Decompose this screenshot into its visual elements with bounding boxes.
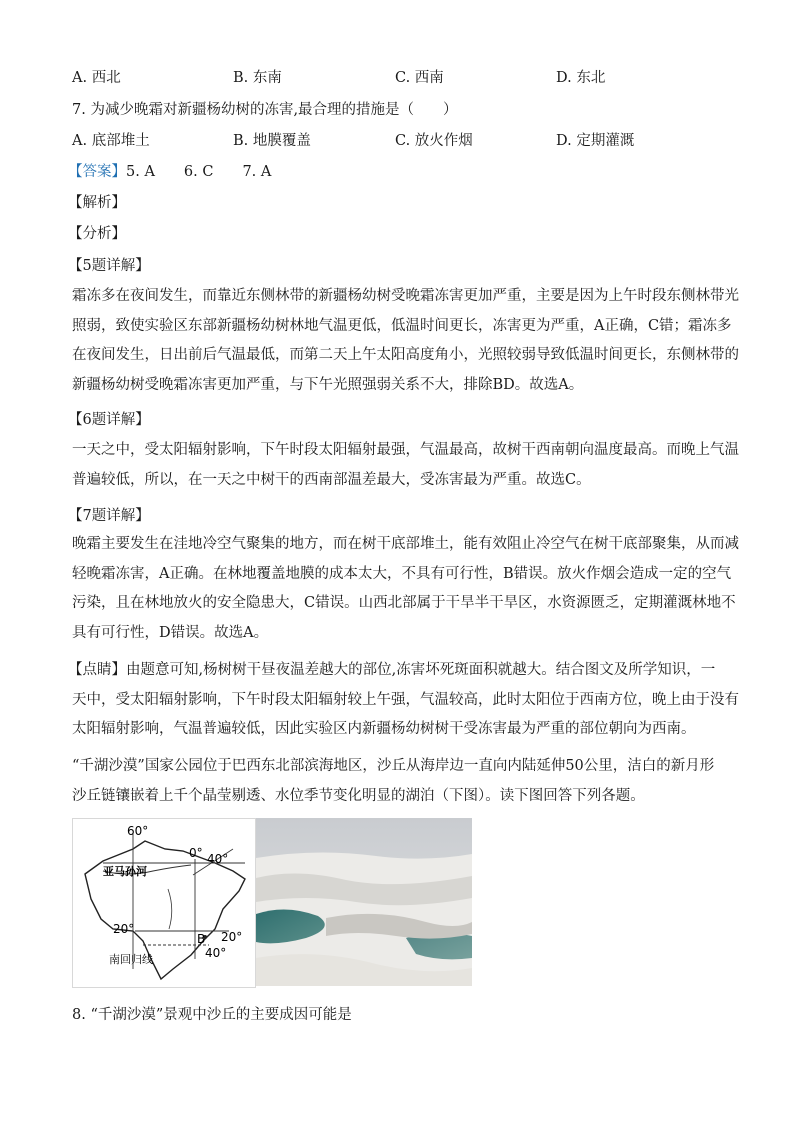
q7-option-a: A. 底部堆土 bbox=[72, 133, 150, 149]
dianjing-line: 天中，受太阳辐射影响，下午时段太阳辐射较上午强，气温较高，此时太阳位于西南方位，晚上由于没有 bbox=[72, 691, 739, 708]
dianjing-line: 太阳辐射影响，气温普遍较低，因此实验区内新疆杨幼树树干受冻害最为严重的部位朝向为西南。 bbox=[72, 721, 696, 737]
label-lon60: 60° bbox=[127, 824, 149, 838]
label-tropic: 南回归线 bbox=[109, 953, 153, 966]
d7-body bbox=[72, 530, 739, 648]
q7-stem: 7. 为减少晚霜对新疆杨幼树的冻害,最合理的措施是（ ） bbox=[72, 102, 458, 118]
river-branch bbox=[168, 889, 172, 929]
label-lat20-left: 20° bbox=[113, 922, 135, 936]
d7-line: 晚霜主要发生在洼地冷空气聚集的地方，而在树干底部堆土，能有效阻止冷空气在树干底部聚集，从而减 bbox=[72, 536, 739, 552]
q8-stem: 8. “千湖沙漠”景观中沙丘的主要成因可能是 bbox=[72, 1007, 352, 1023]
q6-option-a: A. 西北 bbox=[72, 70, 121, 86]
dianjing-line-text: 由题意可知,杨树树干昼夜温差越大的部位,冻害坏死斑面积就越大。结合图文及所学知识，一 bbox=[126, 662, 716, 678]
q7-option-b: B. 地膜覆盖 bbox=[233, 133, 311, 149]
answer-text: 5. A 6. C 7. A bbox=[126, 164, 272, 180]
label-lon40-bottom: 40° bbox=[205, 946, 227, 960]
label-region: 亚马孙河 bbox=[103, 865, 147, 878]
d5-line: 在夜间发生，日出前后气温最低，而第二天上午太阳高度角小，光照较弱导致低温时间更长，东侧林带的 bbox=[72, 347, 739, 363]
d6-line: 一天之中，受太阳辐射影响，下午时段太阳辐射最强，气温最高，故树干西南朝向温度最高。而晚上气温 bbox=[72, 442, 739, 458]
q6-option-b: B. 东南 bbox=[233, 70, 282, 86]
label-point-b: B bbox=[197, 932, 206, 946]
d7-line: 污染，且在林地放火的安全隐患大，C错误。山西北部属于干旱半干旱区，水资源匮乏，定期灌溉林地不 bbox=[72, 595, 736, 611]
label-lat20-right: 20° bbox=[221, 930, 243, 944]
intro-line: “千湖沙漠”国家公园位于巴西东北部滨海地区，沙丘从海岸边一直向内陆延伸50公里，洁白的新月形 bbox=[72, 758, 715, 774]
d5-line: 照弱，致使实验区东部新疆杨幼树林地气温更低，低温时间更长，冻害更为严重，A正确，C错；霜冻多 bbox=[72, 317, 732, 334]
d7-line: 具有可行性，D错误。故选A。 bbox=[72, 624, 269, 641]
brazil-map-svg bbox=[73, 819, 255, 987]
d5-line: 霜冻多在夜间发生，而靠近东侧林带的新疆杨幼树受晚霜冻害更加严重，主要是因为上午时段东侧林带光 bbox=[72, 288, 739, 304]
answer-line bbox=[68, 160, 271, 181]
fenxi-tag: 【分析】 bbox=[68, 226, 126, 242]
label-lon40: 40° bbox=[207, 852, 229, 866]
q7-option-c: C. 放火作烟 bbox=[395, 133, 473, 149]
d6-title: 【6题详解】 bbox=[68, 412, 150, 428]
q7-option-d: D. 定期灌溉 bbox=[556, 133, 635, 149]
dianjing-body bbox=[68, 656, 739, 745]
intro-line: 沙丘链镶嵌着上千个晶莹剔透、水位季节变化明显的湖泊（下图）。读下图回答下列各题。 bbox=[72, 787, 645, 804]
d5-line: 新疆杨幼树受晚霜冻害更加严重，与下午光照强弱关系不大，排除BD。故选A。 bbox=[72, 376, 584, 393]
d6-body bbox=[72, 436, 739, 495]
dunes-photo-svg bbox=[256, 818, 472, 986]
analysis-tag: 【解析】 bbox=[68, 195, 126, 211]
brazil-map bbox=[72, 818, 256, 988]
dunes-photo bbox=[256, 818, 472, 986]
answer-tag: 【答案】 bbox=[68, 164, 126, 180]
d7-line: 轻晚霜冻害，A正确。在林地覆盖地膜的成本太大，不具有可行性，B错误。放火作烟会造成一定的空气 bbox=[72, 565, 732, 582]
d7-title: 【7题详解】 bbox=[68, 508, 150, 524]
intro-body bbox=[72, 752, 722, 811]
d5-title: 【5题详解】 bbox=[68, 258, 150, 274]
dianjing-line bbox=[68, 656, 718, 686]
d5-body bbox=[72, 282, 739, 400]
label-lat0: 0° bbox=[189, 846, 203, 860]
dianjing-tag: 【点睛】 bbox=[68, 662, 126, 678]
d6-line: 普遍较低，所以，在一天之中树干的西南部温差最大，受冻害最为严重。故选C。 bbox=[72, 471, 591, 488]
q6-option-c: C. 西南 bbox=[395, 70, 444, 86]
q6-option-d: D. 东北 bbox=[556, 70, 606, 86]
